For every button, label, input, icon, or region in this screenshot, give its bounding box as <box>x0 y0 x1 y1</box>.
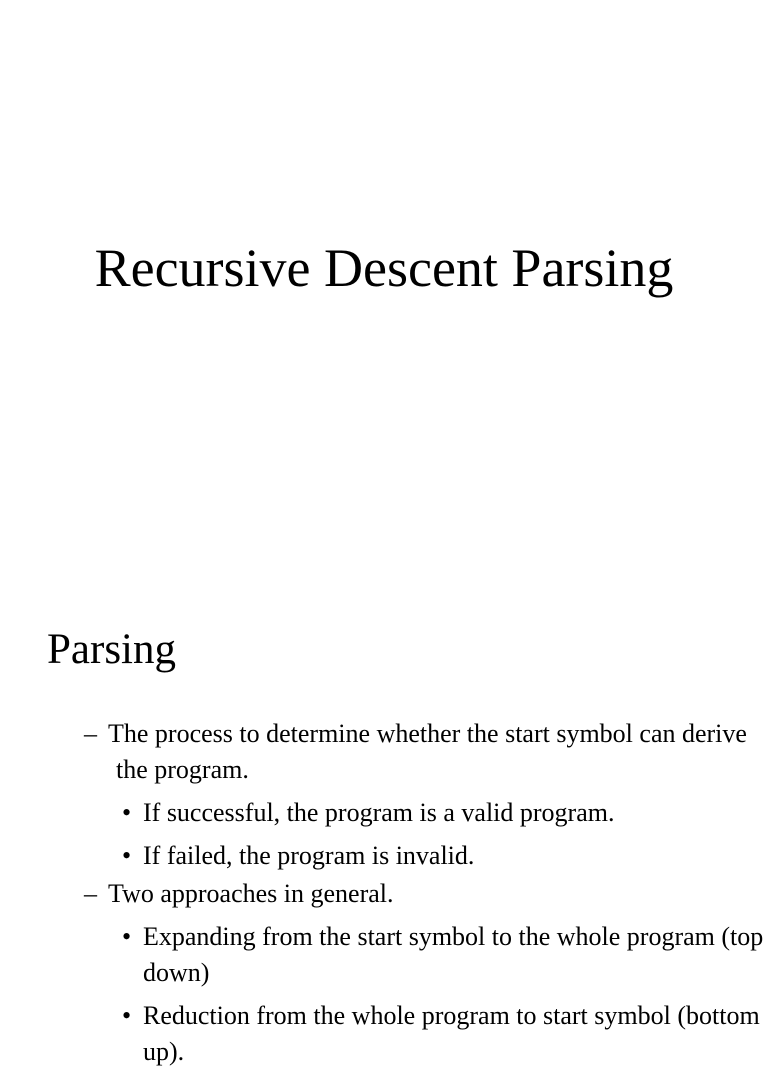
list-item <box>0 795 768 831</box>
list-item <box>0 998 768 1070</box>
bullet-marker: • <box>122 841 132 870</box>
item-text: Expanding from the start symbol to the whole program (top down) <box>143 922 764 987</box>
item-text: If successful, the program is a valid program. <box>143 798 615 827</box>
slide-title: Recursive Descent Parsing <box>94 238 674 298</box>
bullet-marker: • <box>122 798 132 827</box>
section-heading: Parsing <box>47 626 176 673</box>
item-text: The process to determine whether the start symbol can derive the program. <box>108 719 747 784</box>
list-item <box>0 716 768 788</box>
bullet-marker: • <box>122 922 132 951</box>
bullet-marker: • <box>122 1001 132 1030</box>
item-text: Reduction from the whole program to start symbol (bottom up). <box>143 1001 760 1066</box>
item-text: Two approaches in general. <box>108 879 394 908</box>
bullet-list <box>0 714 768 1070</box>
dash-marker: – <box>84 719 97 748</box>
item-text: If failed, the program is invalid. <box>143 841 475 870</box>
dash-marker: – <box>84 879 97 908</box>
list-item <box>0 838 768 874</box>
list-item <box>0 919 768 991</box>
list-item <box>0 876 768 912</box>
